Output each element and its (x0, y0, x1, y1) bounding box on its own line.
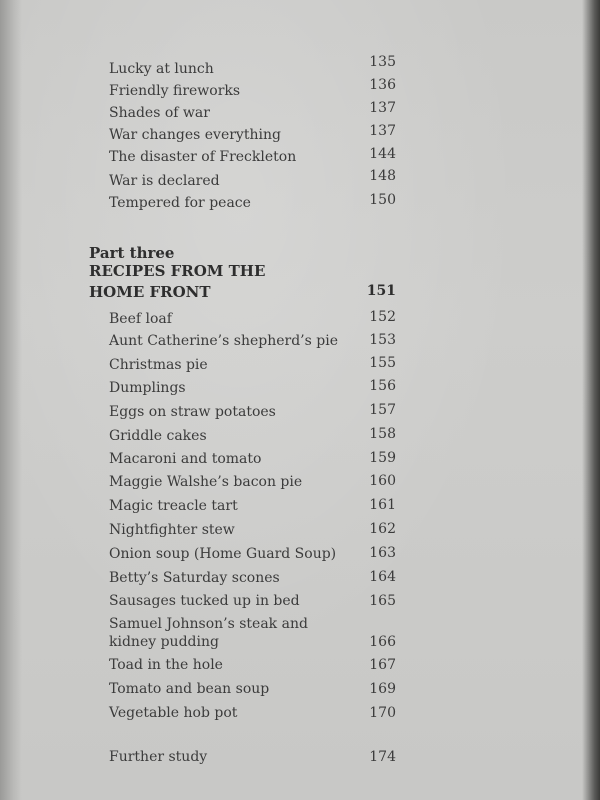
toc-entry-page: 137 (369, 100, 396, 116)
toc-entry-page: 162 (369, 521, 396, 537)
toc-entry-page: 163 (369, 545, 396, 561)
toc-entry-title: Tempered for peace (109, 195, 251, 211)
toc-entry-title: Betty’s Saturday scones (109, 570, 280, 586)
toc-entry-page: 136 (369, 77, 396, 93)
toc-entry-title: Tomato and bean soup (109, 681, 270, 697)
toc-entry-page: 144 (369, 146, 396, 162)
toc-entry-page: 169 (369, 681, 396, 697)
toc-entry-title: Lucky at lunch (109, 61, 214, 77)
toc-entry-title: Toad in the hole (109, 657, 223, 673)
toc-entry-title: Magic treacle tart (109, 498, 238, 514)
toc-entry-page: 152 (369, 309, 396, 325)
toc-entry-page: 150 (369, 192, 396, 208)
toc-entry-title: Shades of war (109, 105, 210, 121)
part-page: 151 (366, 283, 396, 299)
toc-entry-page: 174 (369, 749, 396, 765)
toc-entry-title: Griddle cakes (109, 428, 207, 444)
toc-entry-title: Maggie Walshe’s bacon pie (109, 474, 303, 490)
toc-entry-title-line1: Samuel Johnson’s steak and (109, 616, 308, 632)
toc-entry-title: Friendly fireworks (109, 83, 241, 99)
toc-entry-title: Onion soup (Home Guard Soup) (109, 546, 337, 562)
toc-entry-title: Vegetable hob pot (109, 705, 238, 721)
toc-entry-title: Christmas pie (109, 357, 208, 373)
toc-entry-title: Macaroni and tomato (109, 451, 262, 467)
toc-entry-title-line2: kidney pudding (109, 634, 219, 650)
toc-entry-title: Dumplings (109, 380, 186, 396)
toc-entry-page: 153 (369, 332, 396, 348)
toc-entry-page: 135 (369, 54, 396, 70)
toc-entry-page: 167 (369, 657, 396, 673)
toc-entry-title: Aunt Catherine’s shepherd’s pie (109, 333, 338, 349)
toc-entry-page: 158 (369, 426, 396, 442)
toc-entry-title: War is declared (109, 173, 220, 189)
part-title-line1: RECIPES FROM THE (89, 262, 266, 280)
toc-entry-title: Eggs on straw potatoes (109, 404, 276, 420)
part-label: Part three (89, 244, 175, 262)
toc-entry-page: 161 (369, 497, 396, 513)
toc-entry-title: Nightfighter stew (109, 522, 235, 538)
toc-entry-page: 166 (369, 634, 396, 650)
toc-entry-page: 159 (369, 450, 396, 466)
toc-entry-title: Sausages tucked up in bed (109, 593, 300, 609)
toc-entry-page: 137 (369, 123, 396, 139)
toc-entry-title: Beef loaf (109, 311, 172, 327)
toc-entry-page: 155 (369, 355, 396, 371)
toc-entry-title: Further study (109, 749, 208, 765)
toc-entry-page: 170 (369, 705, 396, 721)
toc-entry-page: 160 (369, 473, 396, 489)
toc-entry-page: 165 (369, 593, 396, 609)
toc-entry-page: 156 (369, 378, 396, 394)
part-title-line2: HOME FRONT (89, 283, 211, 301)
toc-entry-title: The disaster of Freckleton (109, 149, 297, 165)
toc-entry-page: 157 (369, 402, 396, 418)
toc-entry-page: 164 (369, 569, 396, 585)
toc-entry-page: 148 (369, 168, 396, 184)
toc-entry-title: War changes everything (109, 127, 281, 143)
